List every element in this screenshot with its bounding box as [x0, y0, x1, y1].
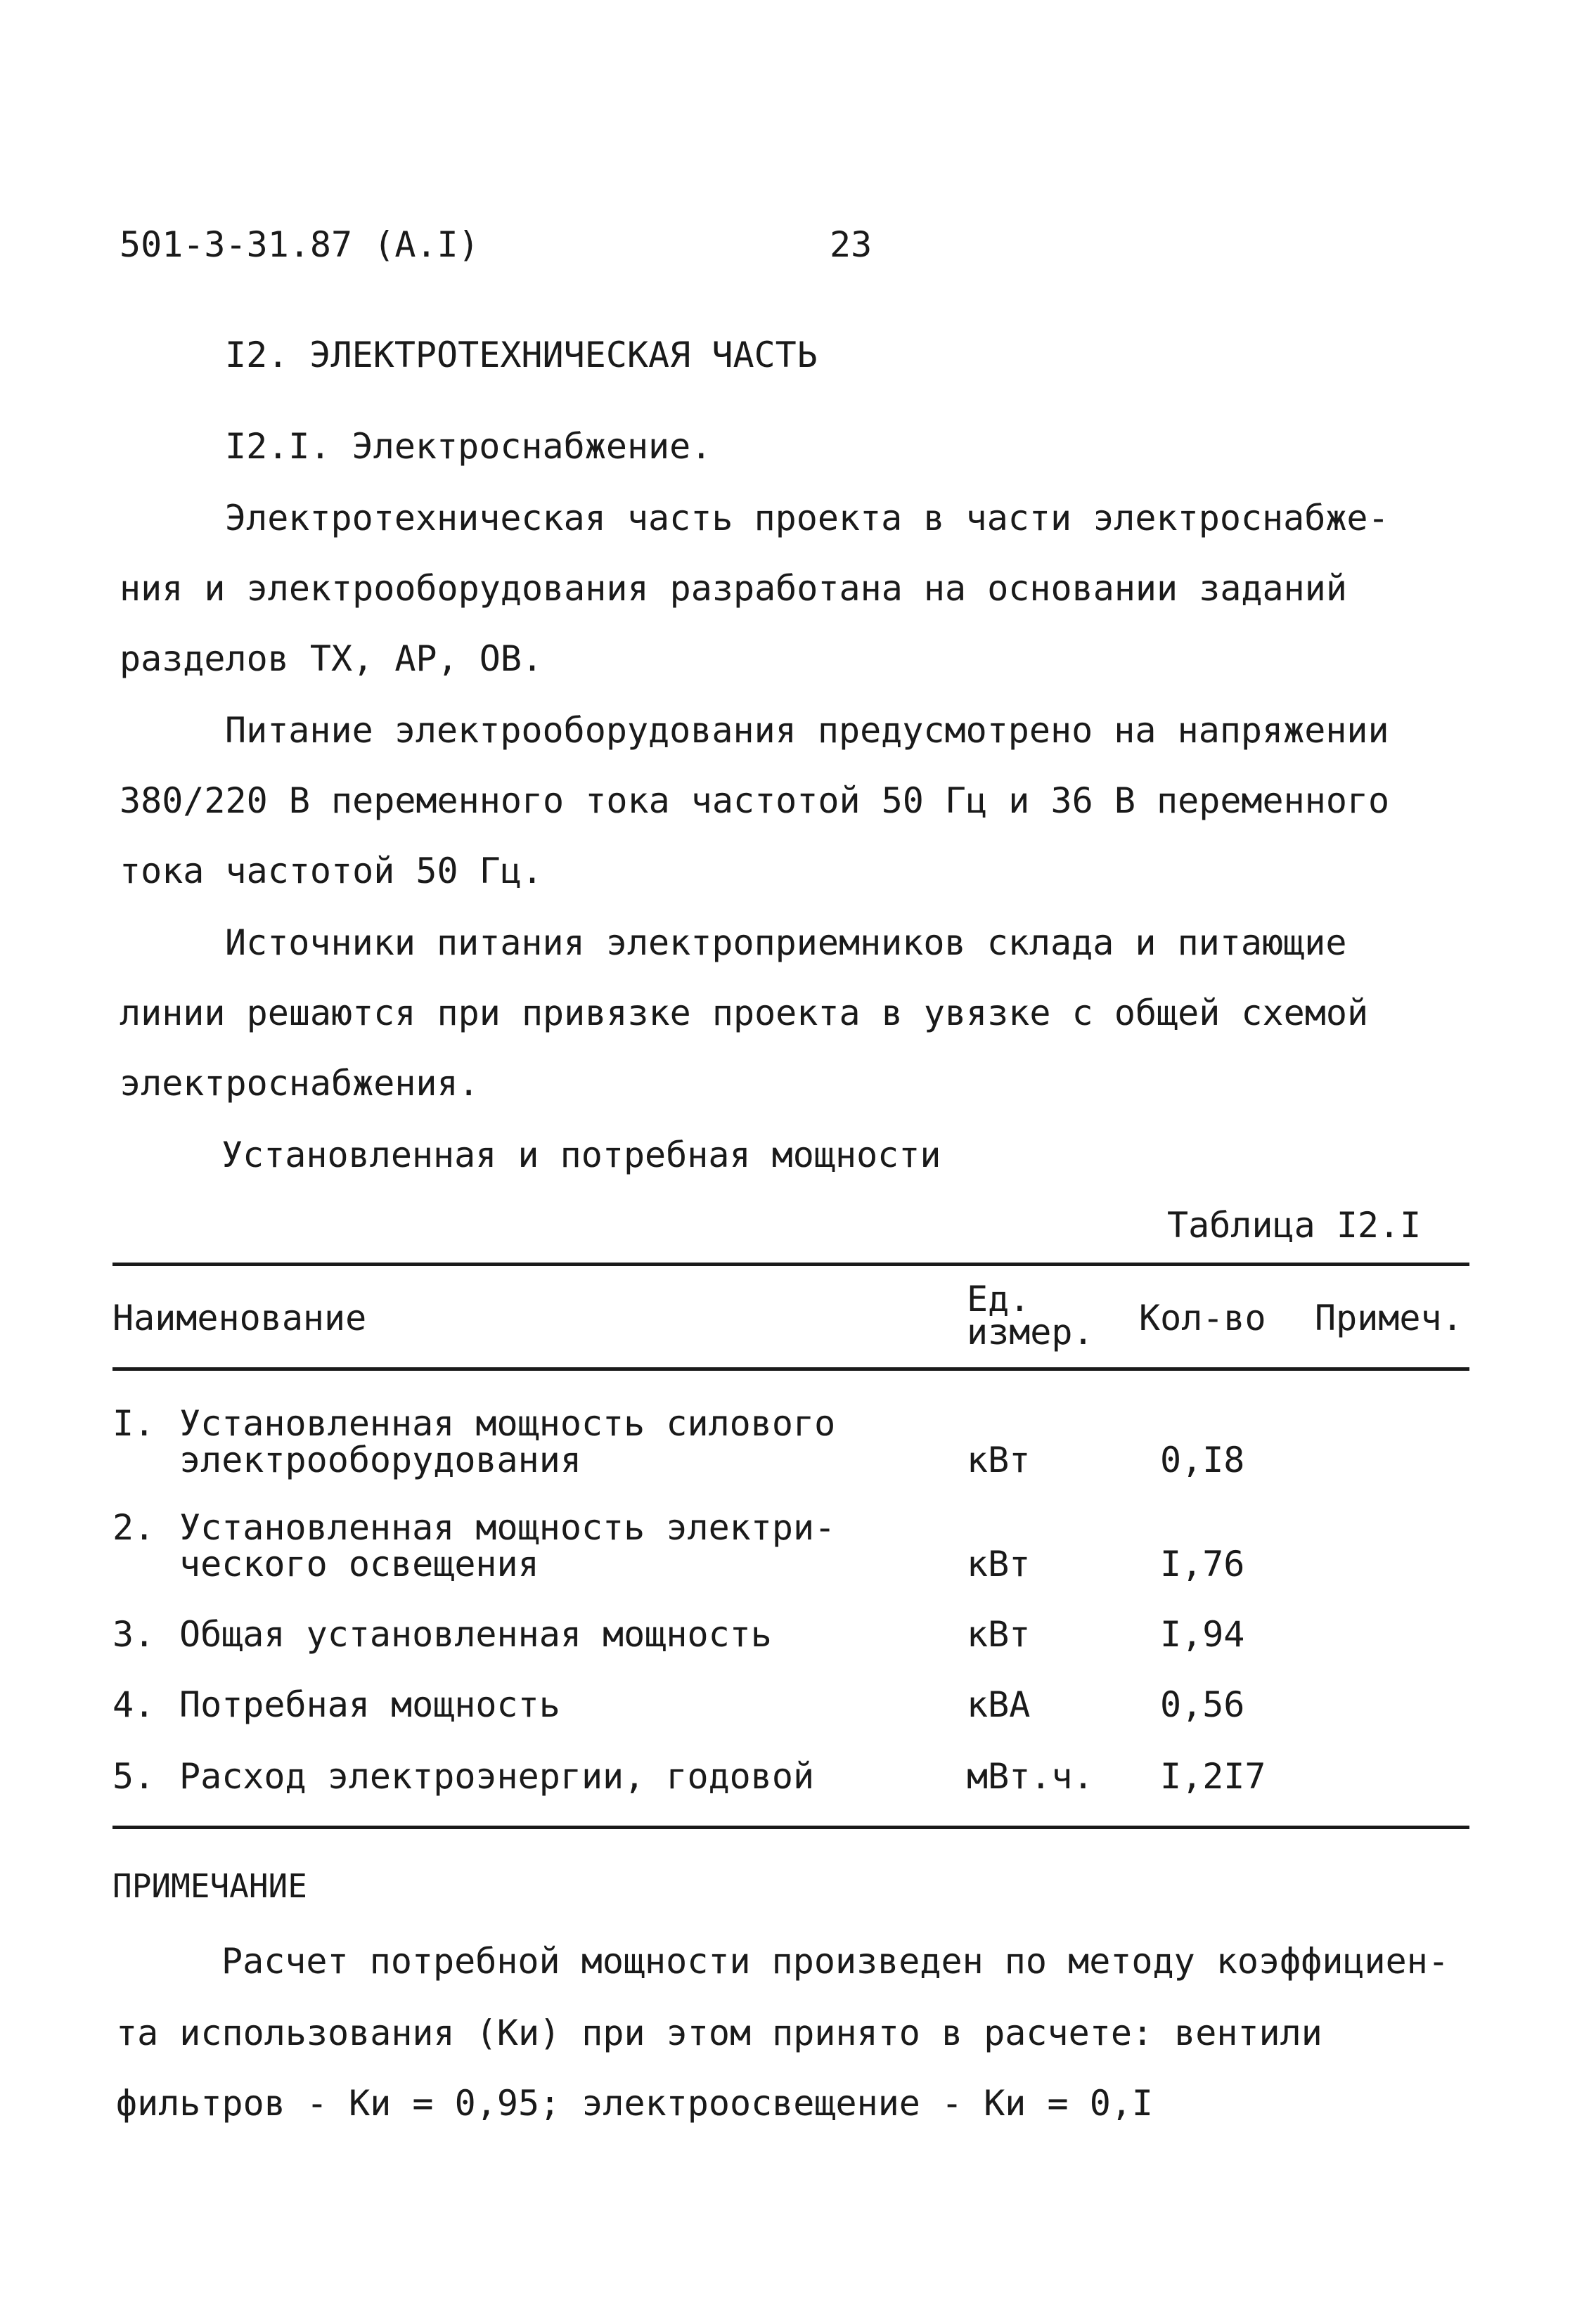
- table-row-name: Установленная мощность силового: [179, 1403, 836, 1444]
- note-line: фильтров - Ки = 0,95; электроосвещение - Ки = 0,I: [116, 2083, 1154, 2124]
- subsection-title: I2.I. Электроснабжение.: [225, 426, 712, 467]
- table-row-quantity: I,2I7: [1160, 1756, 1266, 1797]
- table-row-number: 5.: [112, 1756, 155, 1797]
- note-line: та использования (Ки) при этом принято в расчете: вентили: [116, 2013, 1322, 2053]
- table-bottom-rule: [112, 1826, 1469, 1829]
- table-row-quantity: I,94: [1160, 1614, 1245, 1655]
- paragraph-line: тока частотой 50 Гц.: [120, 851, 543, 891]
- note-heading: ПРИМЕЧАНИЕ: [112, 1867, 307, 1905]
- table-header-rule: [112, 1367, 1469, 1371]
- table-header-quantity: Кол-во: [1139, 1298, 1266, 1338]
- table-header-unit: Ед.: [967, 1279, 1031, 1319]
- paragraph-line: Электротехническая часть проекта в части электроснабже-: [225, 498, 1389, 538]
- table-row-quantity: 0,56: [1160, 1684, 1245, 1725]
- paragraph-line: ния и электрооборудования разработана на основании заданий: [120, 568, 1347, 609]
- table-row-number: 3.: [112, 1614, 155, 1655]
- table-header-note: Примеч.: [1315, 1298, 1463, 1338]
- document-code: 501-3-31.87 (А.I): [120, 224, 479, 265]
- note-line: Расчет потребной мощности произведен по методу коэффициен-: [221, 1941, 1449, 1982]
- table-row-unit: кВА: [967, 1684, 1031, 1725]
- paragraph-line: Питание электрооборудования предусмотрено на напряжении: [225, 710, 1389, 751]
- table-top-rule: [112, 1263, 1469, 1266]
- table-row-quantity: I,76: [1160, 1544, 1245, 1584]
- table-row-quantity: 0,I8: [1160, 1440, 1245, 1480]
- paragraph-line: Источники питания электроприемников склада и питающие: [225, 922, 1347, 963]
- table-number: Таблица I2.I: [1167, 1205, 1422, 1246]
- paragraph-line: разделов ТХ, АР, ОВ.: [120, 638, 543, 679]
- table-row-unit: кВт: [967, 1544, 1031, 1584]
- section-title: I2. ЭЛЕКТРОТЕХНИЧЕСКАЯ ЧАСТЬ: [225, 335, 818, 375]
- table-row-name: электрооборудования: [179, 1440, 581, 1480]
- table-row-name: Установленная мощность электри-: [179, 1507, 836, 1548]
- paragraph-line: электроснабжения.: [120, 1063, 479, 1104]
- paragraph-line: линии решаются при привязке проекта в увязке с общей схемой: [120, 993, 1369, 1033]
- table-row-number: 2.: [112, 1507, 155, 1548]
- table-row-number: 4.: [112, 1684, 155, 1725]
- page-number: 23: [830, 224, 873, 265]
- table-row-unit: кВт: [967, 1440, 1031, 1480]
- table-row-unit: мВт.ч.: [967, 1756, 1094, 1797]
- paragraph-line: 380/220 В переменного тока частотой 50 Гц и 36 В переменного: [120, 780, 1390, 821]
- table-row-number: I.: [112, 1403, 155, 1444]
- table-row-name: Расход электроэнергии, годовой: [179, 1756, 815, 1797]
- table-header-unit: измер.: [967, 1312, 1094, 1353]
- table-row-unit: кВт: [967, 1614, 1031, 1655]
- table-caption: Установленная и потребная мощности: [221, 1135, 941, 1175]
- table-row-name: Потребная мощность: [179, 1684, 560, 1725]
- table-header-name: Наименование: [112, 1298, 367, 1338]
- table-row-name: ческого освещения: [179, 1544, 539, 1584]
- table-row-name: Общая установленная мощность: [179, 1614, 772, 1655]
